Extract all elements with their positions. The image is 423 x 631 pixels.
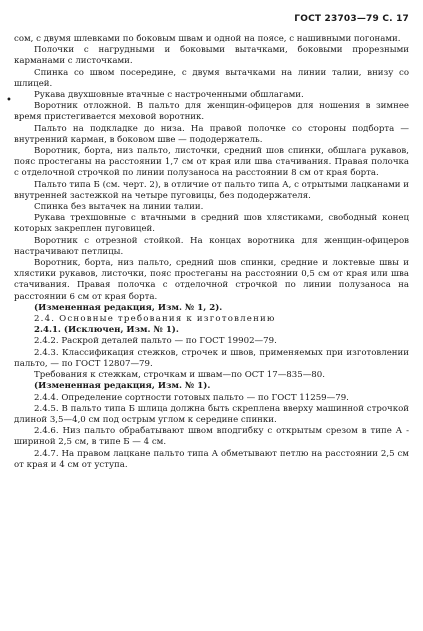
paragraph: Рукава трехшовные с втачными в средний шов хлястиками, свободный конец которых закреплен пуговицей. — [14, 213, 409, 235]
paragraph: 2.4.7. На правом лацкане пальто типа А обметывают петлю на расстоянии 2,5 см от края и 4 см от уступа. — [14, 448, 409, 470]
paragraph: Спинка без вытачек на линии талии. — [34, 202, 204, 213]
paragraph: 2.4.5. В пальто типа Б шлица должна быть скреплена вверху машинной строчкой длиной 3,5—4,0 см под острым углом к середине спинки. — [14, 403, 409, 425]
paragraph: Воротник с отрезной стойкой. На концах воротника для женщин-офицеров настрачивают петлицы. — [14, 235, 409, 257]
document-body — [14, 34, 409, 471]
paragraph: Воротник, борта, низ пальто, листочки, средний шов спинки, обшлага рукавов, пояс простеганы на расстоянии 1,7 см от края или шва стачивания. Правая полочка с отделочной строчкой по линии полузаноса на расстоянии 8 см от края борта. — [14, 146, 409, 179]
section-heading: 2.4. Основные требования к изготовлению — [34, 314, 276, 325]
paragraph: Спинка со швом посередине, с двумя вытачками на линии талии, внизу со шлицей. — [14, 67, 409, 89]
paragraph: 2.4.3. Классификация стежков, строчек и швов, применяемых при изготовлении пальто, — по ГОСТ 12807—79. — [14, 347, 409, 369]
amendment-note: (Измененная редакция, Изм. № 1, 2). — [34, 302, 223, 313]
paragraph: Требования к стежкам, строчкам и швам—по ОСТ 17—835—80. — [34, 370, 325, 381]
amendment-note: (Измененная редакция, Изм. № 1). — [34, 381, 211, 392]
paragraph: Воротник, борта, низ пальто, средний шов спинки, средние и локтевые швы и хлястики рукавов, листочки, пояс простеганы на расстоянии 0,5 см от края или шва стачивания. Правая полочка с отделочной строчкой по линии полузаноса на расстоянии 6 см от края борта. — [14, 258, 409, 302]
paragraph: 2.4.2. Раскрой деталей пальто — по ГОСТ 19902—79. — [34, 336, 277, 347]
paragraph: Пальто на подкладке до низа. На правой полочке со стороны подборта — внутренний карман, в боковом шве — пододержатель. — [14, 123, 409, 145]
paragraph: Пальто типа Б (см. черт. 2), в отличие от пальто типа А, с отрытыми лацканами и внутренней застежкой на четыре пуговицы, без пододержателя. — [14, 179, 409, 201]
paragraph: 2.4.6. Низ пальто обрабатывают швом вподгибку с открытым срезом в типе А - шириной 2,5 см, в типе Б — 4 см. — [14, 426, 409, 448]
paragraph: 2.4.4. Определение сортности готовых пальто — по ГОСТ 11259—79. — [34, 392, 349, 403]
page-header: ГОСТ 23703—79 С. 17 — [294, 14, 409, 24]
paragraph: Воротник отложной. В пальто для женщин-офицеров для ношения в зимнее время пристегивается меховой воротник. — [14, 101, 409, 123]
amendment-note: 2.4.1. (Исключен, Изм. № 1). — [34, 325, 179, 336]
paragraph: Полочки с нагрудными и боковыми вытачками, боковыми прорезными карманами с листочками. — [14, 45, 409, 67]
paragraph: сом, с двумя шлевками по боковым швам и одной на поясе, с нашивными погонами. — [14, 34, 401, 44]
margin-mark: • — [6, 95, 12, 106]
paragraph: Рукава двухшовные втачные с настроченными обшлагами. — [34, 90, 304, 101]
